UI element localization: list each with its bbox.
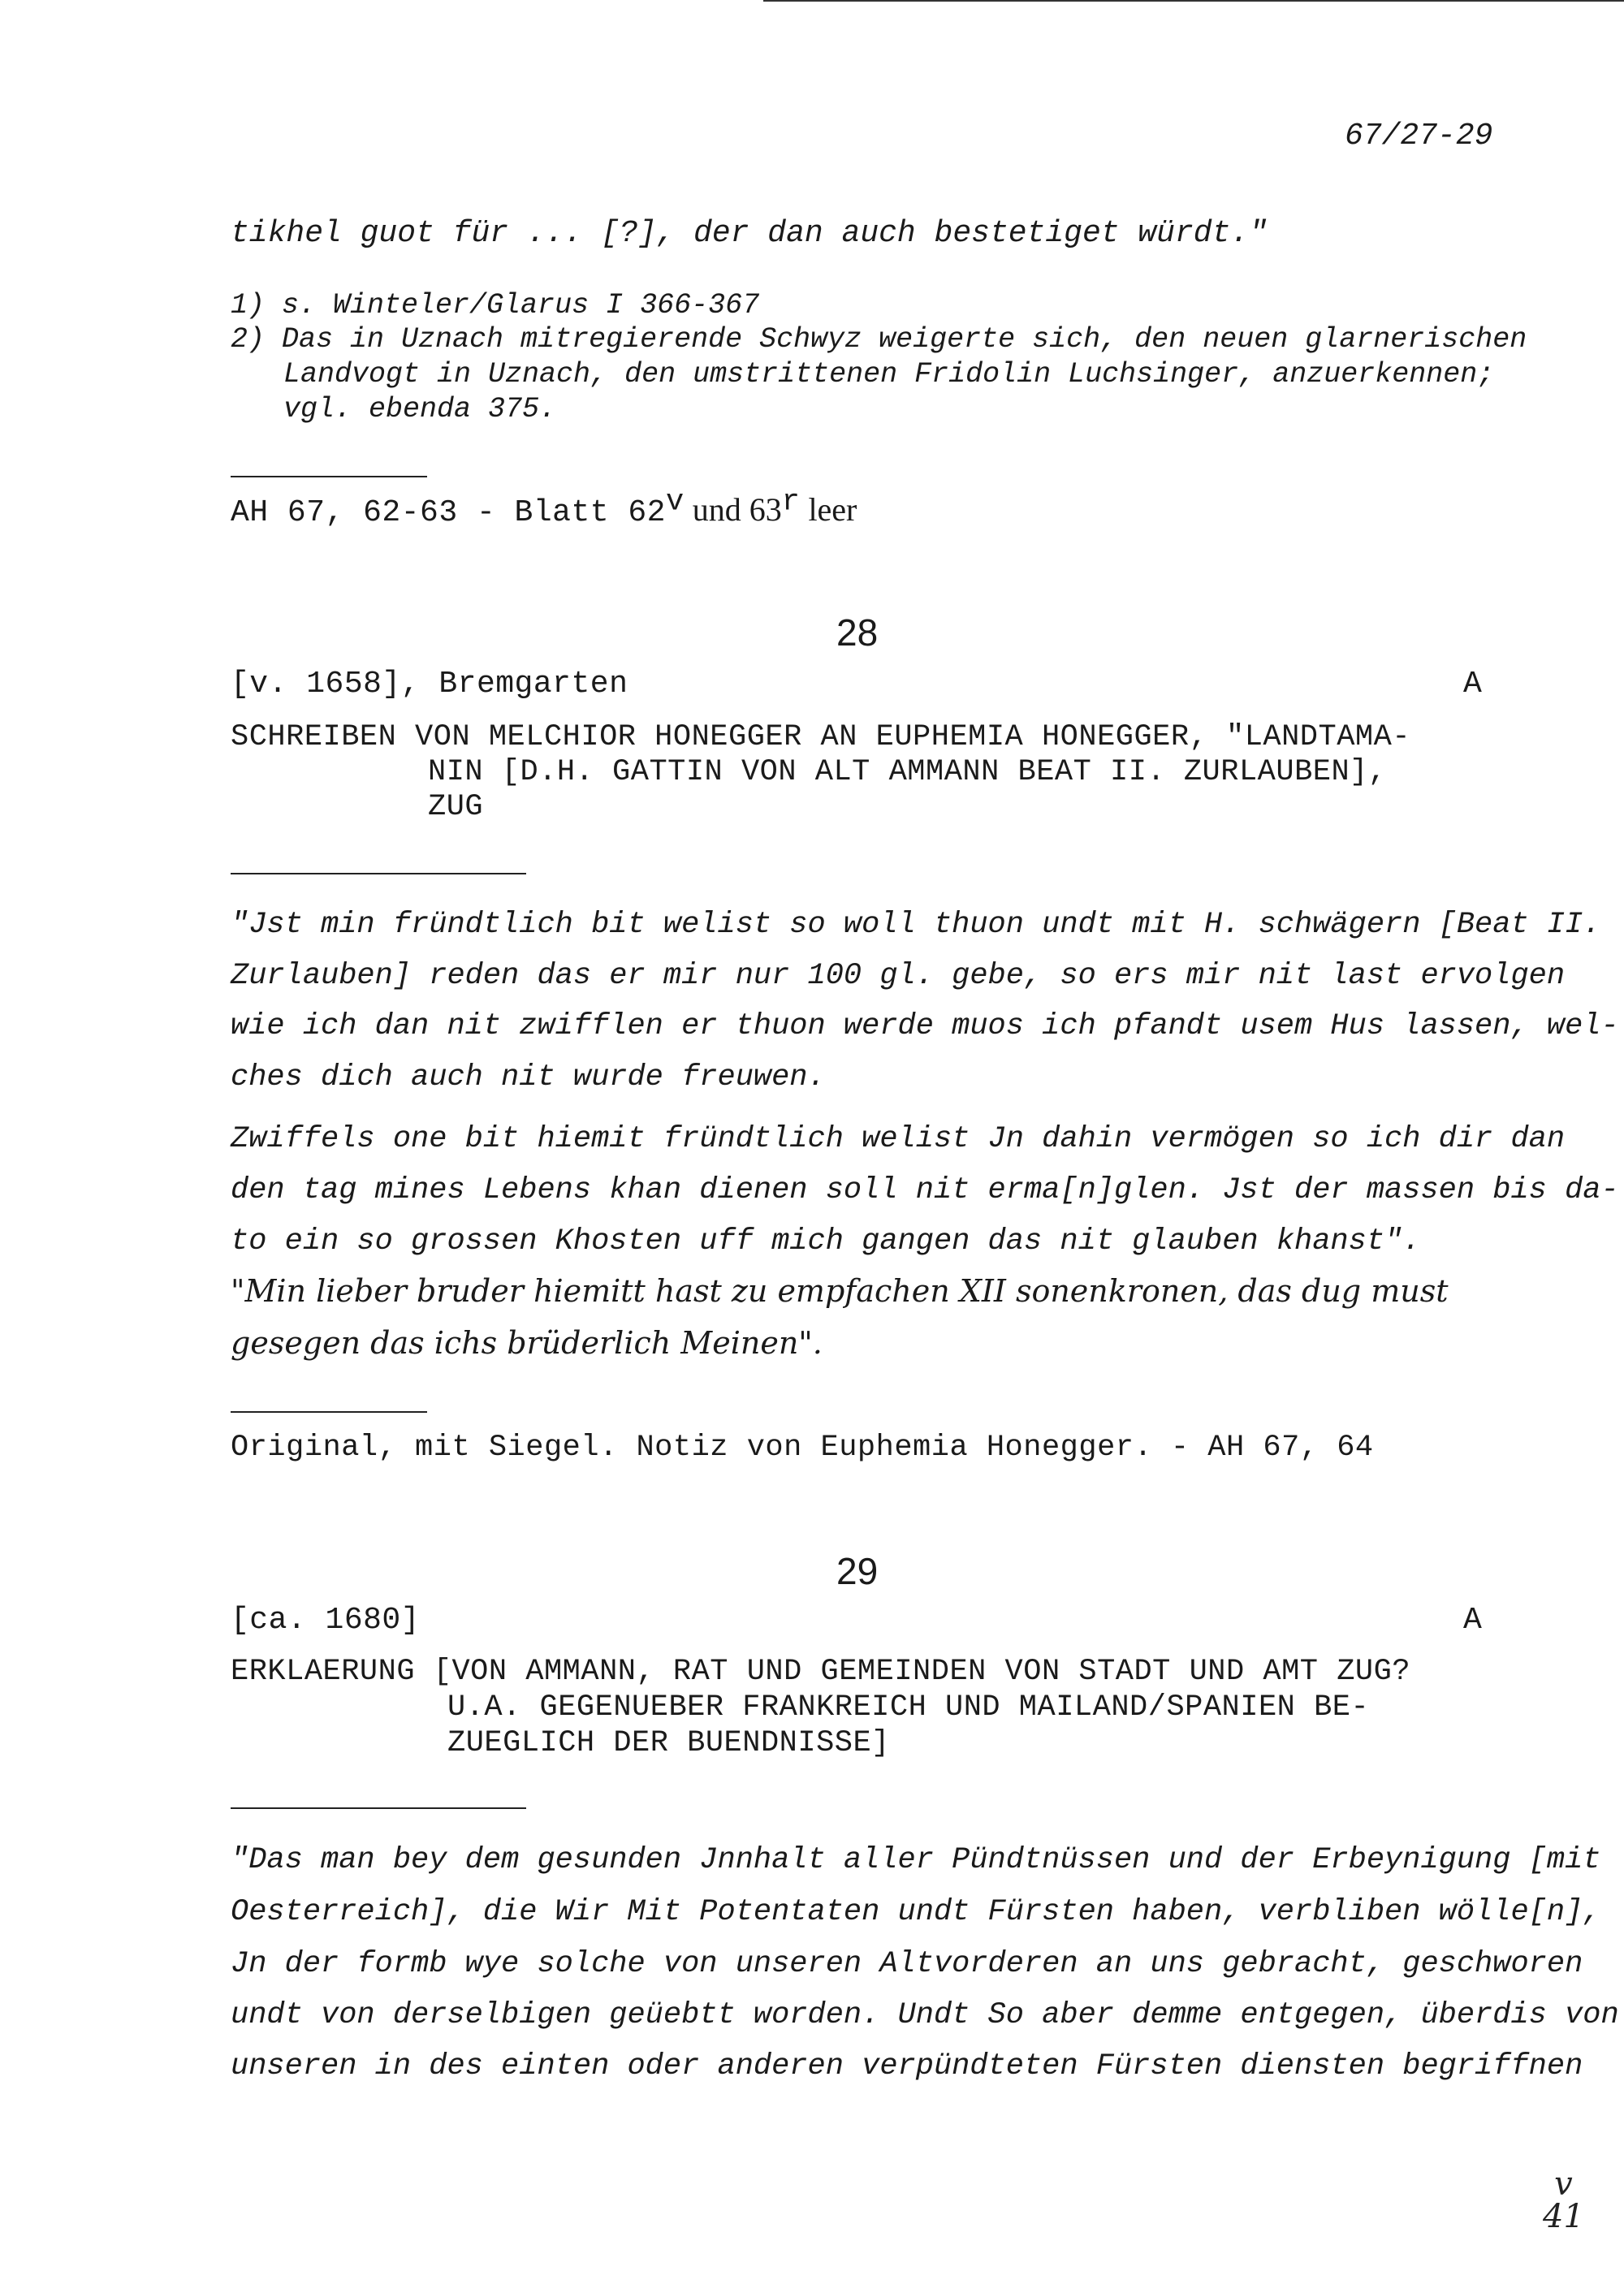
entry-title-cont: ZUEGLICH DER BUENDNISSE] <box>447 1726 890 1760</box>
top-border-line <box>763 0 1624 2</box>
quote-line: "Jst min fründtlich bit welist so woll thuon undt mit H. schwägern [Beat II. <box>231 908 1601 942</box>
ref-suffix: leer <box>800 491 857 528</box>
footnote-2-cont: vgl. ebenda 375. <box>283 393 557 425</box>
quote-line: undt von derselbigen geüebtt worden. Undt So aber demme entgegen, überdis von <box>231 1998 1619 2032</box>
quote-line: Oesterreich], die Wir Mit Potentaten undt Fürsten haben, verbliben wölle[n], <box>231 1895 1601 1929</box>
quote-line: Jn der formb wye solche von unseren Altvorderen an uns gebracht, geschworen <box>231 1947 1583 1981</box>
separator-rule <box>231 476 427 477</box>
entry-title-cont: U.A. GEGENUEBER FRANKREICH UND MAILAND/SPANIEN BE- <box>447 1690 1370 1725</box>
footnote-2-cont: Landvogt in Uznach, den umstrittenen Fridolin Luchsinger, anzuerkennen; <box>283 358 1495 391</box>
ref-sup-r: r <box>781 485 801 520</box>
quote-line: ches dich auch nit wurde freuwen. <box>231 1060 826 1094</box>
separator-rule <box>231 873 526 874</box>
entry-title: ERKLAERUNG [VON AMMANN, RAT UND GEMEINDEN VON STADT UND AMT ZUG? <box>231 1655 1411 1689</box>
ref-sup-v: v <box>666 485 685 520</box>
footnote-1: 1) s. Winteler/Glarus I 366-367 <box>231 289 760 322</box>
continuation-text: tikhel guot für ... [?], der dan auch bestetiget würdt." <box>231 216 1268 251</box>
entry-number: 28 <box>836 611 879 654</box>
separator-rule <box>231 1411 427 1413</box>
quote-line: to ein so grossen Khosten uff mich gangen das nit glauben khanst". <box>231 1224 1421 1259</box>
script-quote-line: "Min lieber bruder hiemitt hast zu empfachen XII sonenkronen, das dug must <box>231 1273 1449 1309</box>
quote-line: Zwiffels one bit hiemit fründtlich welist Jn dahin vermögen so ich dir dan <box>231 1122 1566 1156</box>
quote-line: unseren in des einten oder anderen verpündteten Fürsten diensten begriffnen <box>231 2049 1583 2083</box>
entry-date-place: [ca. 1680] <box>231 1603 421 1638</box>
entry-title-cont: NIN [D.H. GATTIN VON ALT AMMANN BEAT II. ZURLAUBEN], <box>428 755 1387 789</box>
entry-title: SCHREIBEN VON MELCHIOR HONEGGER AN EUPHEMIA HONEGGER, "LANDTAMA- <box>231 720 1411 754</box>
separator-rule <box>231 1807 526 1809</box>
entry-source: Original, mit Siegel. Notiz von Euphemia Honegger. - AH 67, 64 <box>231 1431 1374 1465</box>
quote-line: "Das man bey dem gesunden Jnnhalt aller Pündtnüssen und der Erbeynigung [mit <box>231 1843 1601 1877</box>
footnote-2: 2) Das in Uznach mitregierende Schwyz weigerte sich, den neuen glarnerischen <box>231 323 1527 356</box>
quote-line: Zurlauben] reden das er mir nur 100 gl. gebe, so ers mir nit last ervolgen <box>231 959 1566 993</box>
handwritten-folio-mark: v 41 <box>1543 2165 1584 2235</box>
entry-date-place: [v. 1658], Bremgarten <box>231 667 628 702</box>
page-reference: 67/27-29 <box>1345 119 1493 153</box>
entry-title-cont: ZUG <box>428 790 484 824</box>
ref-prefix: AH 67, 62-63 - Blatt 62 <box>231 495 666 530</box>
source-reference-line <box>231 485 857 530</box>
ref-mid: und 63 <box>684 491 782 528</box>
entry-letter: A <box>1463 1603 1483 1638</box>
quote-line: wie ich dan nit zwifflen er thuon werde muos ich pfandt usem Hus lassen, wel- <box>231 1009 1619 1043</box>
quote-line: den tag mines Lebens khan dienen soll nit erma[n]glen. Jst der massen bis da- <box>231 1173 1619 1207</box>
entry-number: 29 <box>836 1550 879 1592</box>
entry-letter: A <box>1463 667 1483 702</box>
script-quote-line: gesegen das ichs brüderlich Meinen". <box>231 1325 823 1361</box>
